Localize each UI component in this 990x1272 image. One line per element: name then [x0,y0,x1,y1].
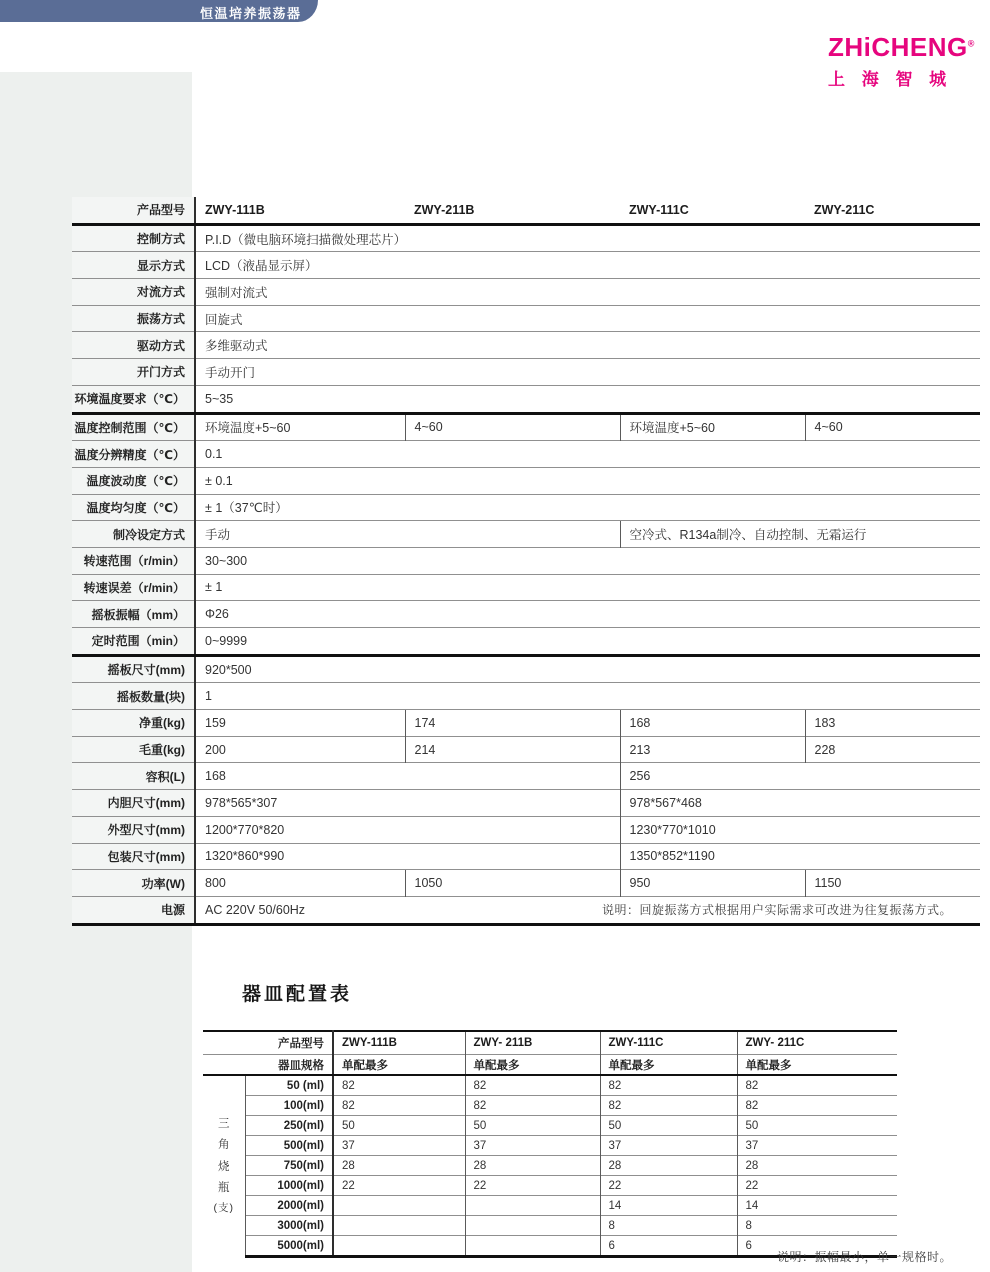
vessel-value: 22 [333,1176,465,1196]
spec-value: LCD（液晶显示屏） [195,252,980,279]
vessel-group-label [203,1075,245,1257]
vessel-value: 82 [600,1075,737,1096]
subheader-cell: 单配最多 [333,1055,465,1076]
group-char: 烧 [218,1160,230,1173]
vessel-value: 14 [737,1196,897,1216]
vessel-value: 82 [600,1096,737,1116]
vessel-row [203,1116,897,1136]
spec-value: 环境温度+5~60 [195,413,405,441]
spec-row [72,547,980,574]
model-header: ZWY-211C [805,197,980,224]
vessel-row [203,1136,897,1156]
logo-wordmark-text: ZHiCHENG [828,32,968,62]
vessel-subheader-row [203,1055,897,1076]
vessel-value: 22 [465,1176,600,1196]
vessel-value: 28 [333,1156,465,1176]
spec-row [72,467,980,494]
group-char: 三 [218,1118,230,1130]
spec-value: 强制对流式 [195,279,980,306]
vessel-value: 28 [465,1156,600,1176]
spec-value: 30~300 [195,547,980,574]
row-label: 温度波动度（℃） [72,467,195,494]
spec-value: 空冷式、R134a制冷、自动控制、无霜运行 [620,521,980,548]
row-label: 转速误差（r/min） [72,574,195,601]
spec-value: 950 [620,870,805,897]
vessel-value: 82 [465,1096,600,1116]
spec-value: 183 [805,710,980,737]
spec-value: 手动开门 [195,359,980,386]
spec-value: 5~35 [195,385,980,413]
spec-row [72,683,980,710]
vessel-value: 50 [465,1116,600,1136]
size-label: 5000(ml) [245,1236,333,1257]
spec-note: 说明：回旋振荡方式根据用户实际需求可改进为往复振荡方式。 [601,903,952,917]
vessel-table [203,1030,897,1258]
spec-row [72,763,980,790]
vessel-value [333,1236,465,1257]
model-header: ZWY-111B [195,197,405,224]
spec-row [72,224,980,252]
spec-value: ± 0.1 [195,467,980,494]
vessel-value: 6 [600,1236,737,1257]
model-header: ZWY- 211B [465,1031,600,1055]
model-header: ZWY- 211C [737,1031,897,1055]
logo-subtitle: 上 海 智 城 [828,70,947,90]
row-label: 摇板尺寸(mm) [72,655,195,683]
vessel-value [465,1236,600,1257]
spec-value: 4~60 [805,413,980,441]
spec-row [72,332,980,359]
spec-value: 168 [195,763,620,790]
vessel-value: 37 [465,1136,600,1156]
spec-row [72,359,980,386]
vessel-table-title: 器皿配置表 [242,984,353,1005]
logo-wordmark [828,34,980,61]
vessel-value [465,1196,600,1216]
vessel-value: 22 [600,1176,737,1196]
page-tab [0,0,318,22]
subheader-cell: 单配最多 [737,1055,897,1076]
spec-value: 168 [620,710,805,737]
spec-row [72,870,980,897]
spec-value: ± 1（37℃时） [195,494,980,521]
spec-row [72,628,980,656]
row-label: 摇板数量(块) [72,683,195,710]
spec-header-row [72,197,980,224]
spec-value: 手动 [195,521,620,548]
spec-value: 978*567*468 [620,790,980,817]
spec-row [72,521,980,548]
spec-value: 978*565*307 [195,790,620,817]
spec-value: 多维驱动式 [195,332,980,359]
subheader-cell: 单配最多 [600,1055,737,1076]
vessel-value: 28 [737,1156,897,1176]
row-label: 转速范围（r/min） [72,547,195,574]
spec-row [72,710,980,737]
row-label: 温度均匀度（℃） [72,494,195,521]
row-label: 产品型号 [72,197,195,224]
spec-row [72,816,980,843]
row-label: 摇板振幅（mm） [72,601,195,628]
row-label: 振荡方式 [72,305,195,332]
spec-value: 200 [195,736,405,763]
spec-value: 1350*852*1190 [620,843,980,870]
vessel-row [203,1156,897,1176]
vessel-value: 37 [333,1136,465,1156]
group-char: (支) [213,1202,234,1215]
vessel-value: 37 [737,1136,897,1156]
row-label: 净重(kg) [72,710,195,737]
vessel-value: 37 [600,1136,737,1156]
row-label: 温度控制范围（℃） [72,413,195,441]
spec-value: 228 [805,736,980,763]
row-label: 产品型号 [203,1031,333,1055]
size-label: 750(ml) [245,1156,333,1176]
row-label: 显示方式 [72,252,195,279]
spec-row [72,305,980,332]
vessel-row [203,1176,897,1196]
spec-value: 1320*860*990 [195,843,620,870]
vessel-value: 8 [600,1216,737,1236]
vessel-value: 8 [737,1216,897,1236]
spec-row [72,655,980,683]
spec-value: 800 [195,870,405,897]
row-label: 器皿规格 [203,1055,333,1076]
vessel-header-row [203,1031,897,1055]
vessel-value [333,1196,465,1216]
vessel-value: 82 [333,1075,465,1096]
zhicheng-logo [828,34,980,90]
spec-row [72,574,980,601]
spec-row [72,843,980,870]
model-header: ZWY-111C [620,197,805,224]
vessel-value: 14 [600,1196,737,1216]
size-label: 3000(ml) [245,1216,333,1236]
row-label: 电源 [72,896,195,924]
vessel-row [203,1096,897,1116]
vessel-value [333,1216,465,1236]
spec-value: P.I.D（微电脑环境扫描微处理芯片） [195,224,980,252]
row-label: 环境温度要求（℃） [72,385,195,413]
group-char: 瓶 [218,1181,230,1194]
size-label: 2000(ml) [245,1196,333,1216]
spec-value: AC 220V 50/60Hz [195,896,980,924]
row-label: 开门方式 [72,359,195,386]
spec-value: 1200*770*820 [195,816,620,843]
vessel-value: 22 [737,1176,897,1196]
vessel-value: 82 [465,1075,600,1096]
vessel-row [203,1196,897,1216]
model-header: ZWY-111B [333,1031,465,1055]
model-header: ZWY-111C [600,1031,737,1055]
spec-row [72,790,980,817]
row-label: 定时范围（min） [72,628,195,656]
vessel-row [203,1075,897,1096]
spec-row [72,494,980,521]
size-label: 250(ml) [245,1116,333,1136]
spec-row [72,441,980,468]
spec-value: 0.1 [195,441,980,468]
spec-value: 256 [620,763,980,790]
spec-value: ± 1 [195,574,980,601]
spec-value: 213 [620,736,805,763]
spec-value: 159 [195,710,405,737]
spec-value: 1050 [405,870,620,897]
spec-value: 920*500 [195,655,980,683]
size-label: 500(ml) [245,1136,333,1156]
vessel-value: 50 [737,1116,897,1136]
spec-row [72,601,980,628]
row-label: 内胆尺寸(mm) [72,790,195,817]
vessel-value: 82 [737,1075,897,1096]
vessel-value: 82 [737,1096,897,1116]
size-label: 1000(ml) [245,1176,333,1196]
vessel-value [465,1216,600,1236]
group-char: 角 [218,1139,230,1152]
row-label: 制冷设定方式 [72,521,195,548]
vessel-value: 28 [600,1156,737,1176]
vessel-value: 50 [333,1116,465,1136]
row-label: 毛重(kg) [72,736,195,763]
row-label: 容积(L) [72,763,195,790]
registered-icon: ® [967,38,975,49]
spec-row [72,252,980,279]
row-label: 对流方式 [72,279,195,306]
row-label: 控制方式 [72,224,195,252]
spec-value: 回旋式 [195,305,980,332]
spec-table [72,197,980,926]
spec-value: 0~9999 [195,628,980,656]
size-label: 100(ml) [245,1096,333,1116]
subheader-cell: 单配最多 [465,1055,600,1076]
vessel-value: 50 [600,1116,737,1136]
spec-row [72,279,980,306]
vessel-value: 6 [737,1236,897,1257]
spec-value: 环境温度+5~60 [620,413,805,441]
spec-value: 4~60 [405,413,620,441]
row-label: 包装尺寸(mm) [72,843,195,870]
row-label: 驱动方式 [72,332,195,359]
page-tab-label: 恒温培养振荡器 [200,6,302,21]
spec-row [72,413,980,441]
size-label: 50 (ml) [245,1075,333,1096]
row-label: 温度分辨精度（℃） [72,441,195,468]
spec-value: 1230*770*1010 [620,816,980,843]
vessel-value: 82 [333,1096,465,1116]
row-label: 外型尺寸(mm) [72,816,195,843]
spec-row [72,736,980,763]
vessel-note: 说明：振幅最小，单一规格时。 [776,1250,952,1264]
spec-value: 174 [405,710,620,737]
spec-value: 214 [405,736,620,763]
vessel-row [203,1216,897,1236]
spec-value: Φ26 [195,601,980,628]
model-header: ZWY-211B [405,197,620,224]
row-label: 功率(W) [72,870,195,897]
spec-value: 1150 [805,870,980,897]
spec-row [72,385,980,413]
spec-value: 1 [195,683,980,710]
